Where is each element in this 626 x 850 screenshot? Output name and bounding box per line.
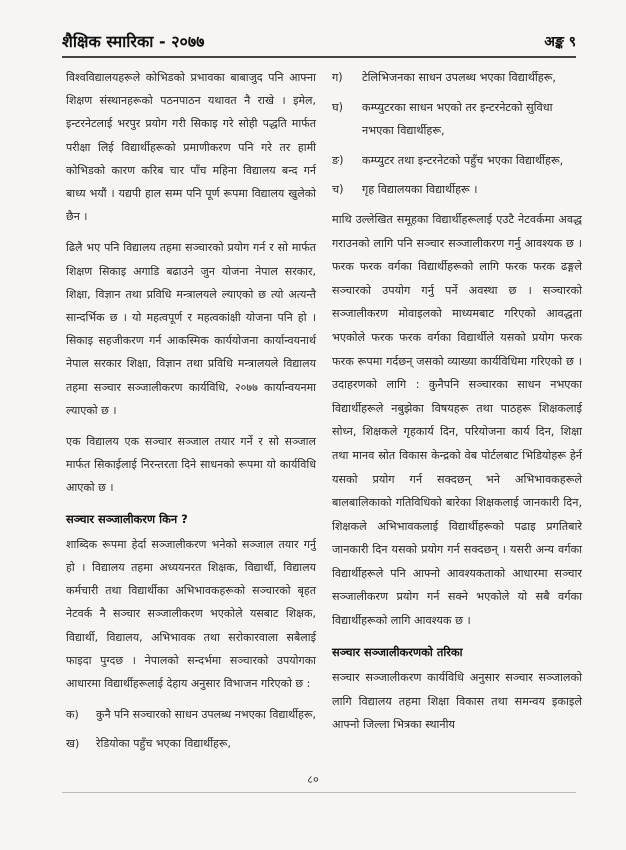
list-marker: क) xyxy=(66,708,79,722)
list-text: टेलिभिजनका साधन उपलब्ध भएका विद्यार्थीहरू, xyxy=(362,71,556,84)
paragraph: सञ्चार सञ्जालीकरण कार्यविधि अनुसार सञ्चार सञ्जालको लागि विद्यालय तहमा शिक्षा विकास तथा समन्वय इकाइले आफ्नो जिल्ला भित्रका स्थानीय xyxy=(332,671,582,732)
left-column xyxy=(66,66,316,762)
section-heading: सञ्चार सञ्जालीकरणको तरिका xyxy=(332,644,463,659)
right-column xyxy=(332,66,582,745)
list-item xyxy=(332,96,582,143)
paragraph: माथि उल्लेखित समूहका विद्यार्थीहरूलाई एउटै नेटवर्कमा अवद्ध गराउनको लागि पनि सञ्चार सञ्जालीकरण गर्नु आवश्यक छ । फरक फरक वर्गका विद्यार्थीहरूको लागि फरक फरक ढङ्गले सञ्चारको उपयोग गर्नु पर्ने अवस्था छ । सञ्चारको सञ्जालीकरण मोवाइलको माध्यमबाट गरिएको आवद्धता भएकोले फरक फरक वर्गका विद्यार्थीले यसको प्रयोग फरक फरक रूपमा गर्दछन् जसको व्याख्या कार्यविधिमा गरिएको छ । उदाहरणको लागि : कुनैपनि सञ्चारका साधन नभएका विद्यार्थीहरूले नबुझेका विषयहरू तथा पाठहरू शिक्षकलाई सोध्न, शिक्षकले गृहकार्य दिन, परियोजना कार्य दिन, शिक्षा तथा मानव स्रोत विकास केन्द्रको वेब पोर्टलबाट भिडियोहरू हेर्न यसको प्रयोग गर्न सक्दछन् भने अभिभावकहरूले बालबालिकाको गतिविधिको बारेका शिक्षकलाई जानकारी दिन, शिक्षकले अभिभावकलाई विद्यार्थीहरूको पढाइ प्रगतिबारे जानकारी दिन यसको प्रयोग गर्न सक्दछन् । यसरी अन्य वर्गका विद्यार्थीहरूले पनि आफ्नो आवश्यकताको आधारमा सञ्चार सञ्जालीकरण प्रयोग गर्न सक्ने भएकोले यो सबै वर्गका विद्यार्थीहरूको लागि आवश्यक छ । xyxy=(332,212,582,628)
paragraph: शाब्दिक रूपमा हेर्दा सञ्जालीकरण भनेको सञ्जाल तयार गर्नु हो । विद्यालय तहमा अध्ययनरत शिक्षक, विद्यार्थी, विद्यालय कर्मचारी तथा विद्यार्थीका अभिभावकहरूको सञ्चारको बृहत नेटवर्क नै सञ्चार सञ्जालीकरण भएकोले यसबाट शिक्षक, विद्यार्थी, विद्यालय, अभिभावक तथा सरोकारवाला सबैलाई फाइदा पुग्दछ । नेपालको सन्दर्भमा सञ्चारको उपयोगका आधारमा विद्यार्थीहरूलाई देहाय अनुसार विभाजन गरिएको छ : xyxy=(66,537,316,691)
list-marker: घ) xyxy=(332,100,343,114)
list-marker: ख) xyxy=(66,737,80,751)
list-text: गृह विद्यालयका विद्यार्थीहरू । xyxy=(362,183,478,197)
list-item xyxy=(332,66,582,90)
running-header xyxy=(62,28,576,54)
list-text: कम्प्युटर तथा इन्टरनेटको पहुँच भएका विद्यार्थीहरू, xyxy=(362,153,564,167)
list-text: कुनै पनि सञ्चारको साधन उपलब्ध नभएका विद्यार्थीहरू, xyxy=(96,708,316,722)
list-item xyxy=(66,732,316,755)
list-item xyxy=(332,178,582,202)
page-number: ८० xyxy=(307,773,319,786)
paragraph: ढिलै भए पनि विद्यालय तहमा सञ्चारको प्रयोग गर्न र सो मार्फत शिक्षण सिकाइ अगाडि बढाउने जुन योजना नेपाल सरकार, शिक्षा, विज्ञान तथा प्रविधि मन्त्रालयले ल्याएको छ त्यो अत्यन्तै सान्दर्भिक छ । यो महत्वपूर्ण र महत्वकांक्षी योजना पनि हो । सिकाइ सहजीकरण गर्न आकस्मिक कार्ययोजना कार्यान्वयनार्थ नेपाल सरकार शिक्षा, विज्ञान तथा प्रविधि मन्त्रालयले विद्यालय तहमा सञ्चार सञ्जालीकरण कार्यविधि, २०७७ कार्यान्वयनमा ल्याएको छ । xyxy=(66,241,316,417)
list-marker: ङ) xyxy=(332,153,344,167)
footer-rule xyxy=(62,792,576,793)
section-heading: सञ्चार सञ्जालीकरण किन ? xyxy=(66,511,188,526)
list-item xyxy=(66,703,316,726)
list-marker: च) xyxy=(332,183,344,197)
paragraph: विश्वविद्यालयहरूले कोभिडको प्रभावका बाबाजुद पनि आफ्ना शिक्षण संस्थानहरूको पठनपाठन यथावत नै राखे । इमेल, इन्टरनेटलाई भरपुर प्रयोग गरी सिकाइ गरे सोही पद्धति मार्फत परीक्षा लिई विद्यार्थीहरूको प्रमाणीकरण पनि गरे तर हामी कोभिडको कारण करिब चार पाँच महिना विद्यालय बन्द गर्न बाध्य भयौं । यद्यपी हाल सम्म पनि पूर्ण रूपमा विद्यालय खुलेको छैन । xyxy=(66,71,316,224)
header-rule xyxy=(62,56,576,58)
issue-number: अङ्क ९ xyxy=(544,34,576,50)
list-marker: ग) xyxy=(332,71,343,84)
list-item xyxy=(332,149,582,173)
paragraph: एक विद्यालय एक सञ्चार सञ्जाल तयार गर्ने र सो सञ्जाल मार्फत सिकाईलाई निरन्तरता दिने साधनको रूपमा यो कार्यविधि आएको छ । xyxy=(66,435,316,495)
list-text: रेडियोका पहुँच भएका विद्यार्थीहरू, xyxy=(96,737,231,751)
publication-title: शैक्षिक स्मारिका - २०७७ xyxy=(62,32,205,51)
list-text: कम्प्युटरका साधन भएको तर इन्टरनेटको सुविधा नभएका विद्यार्थीहरू, xyxy=(362,100,553,138)
